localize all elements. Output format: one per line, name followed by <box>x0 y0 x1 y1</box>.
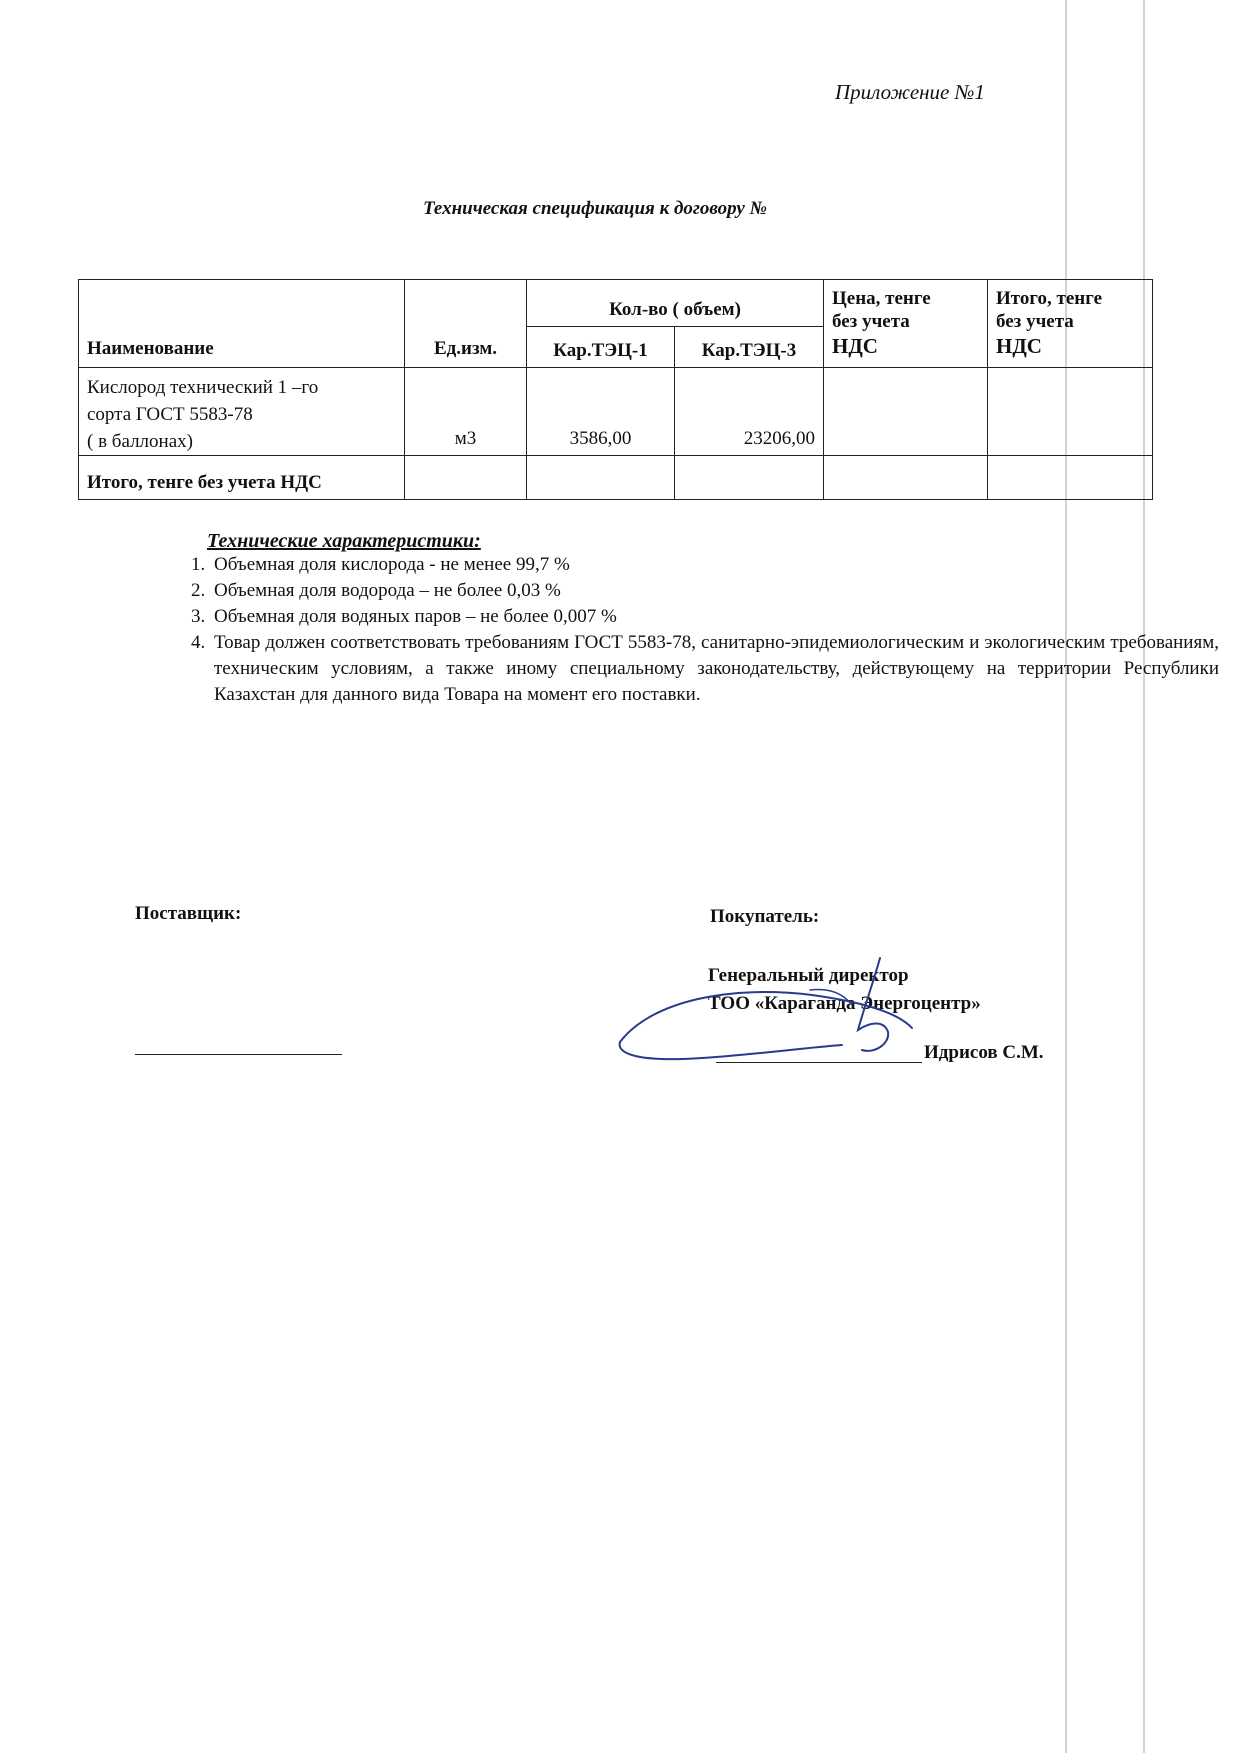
total-cell <box>988 456 1153 500</box>
document-title: Техническая спецификация к договору № <box>423 198 767 219</box>
header-total-line: без учета <box>996 310 1074 332</box>
item-qty-tec3: 23206,00 <box>675 368 824 456</box>
header-price-line: НДС <box>832 333 878 358</box>
total-cell <box>675 456 824 500</box>
header-unit: Ед.изм. <box>405 280 527 368</box>
header-total-line: НДС <box>996 333 1042 358</box>
header-tec1: Кар.ТЭЦ-1 <box>527 327 675 368</box>
supplier-signature-line <box>135 1054 342 1055</box>
signer-name: Идрисов С.М. <box>924 1042 1044 1063</box>
header-name: Наименование <box>79 280 405 368</box>
total-cell <box>527 456 675 500</box>
list-item: 2. Объемная доля водорода – не более 0,03 % <box>210 578 1219 604</box>
total-cell <box>824 456 988 500</box>
header-total <box>988 280 1153 368</box>
item-total <box>988 368 1153 456</box>
header-price <box>824 280 988 368</box>
buyer-label: Покупатель: <box>710 906 820 927</box>
appendix-label: Приложение №1 <box>835 80 985 104</box>
company-name: ТОО «Караганда Энергоцентр» <box>708 993 981 1014</box>
scan-artifact-line <box>1065 0 1067 1753</box>
item-unit: м3 <box>405 368 527 456</box>
characteristics-list <box>160 552 1219 708</box>
director-title: Генеральный директор <box>708 965 909 986</box>
header-qty-group: Кол-во ( объем) <box>527 280 824 327</box>
header-price-line: без учета <box>832 310 910 332</box>
handwritten-signature-icon <box>612 950 942 1075</box>
header-total-line: Итого, тенге <box>996 288 1103 309</box>
total-label: Итого, тенге без учета НДС <box>79 456 405 500</box>
item-qty-tec1: 3586,00 <box>527 368 675 456</box>
item-name <box>79 368 405 456</box>
scan-artifact-line <box>1143 0 1145 1753</box>
table-total-row <box>79 456 1153 500</box>
header-price-line: Цена, тенге <box>832 288 931 309</box>
item-price <box>824 368 988 456</box>
characteristics-title: Технические характеристики: <box>207 530 481 552</box>
item-name-line: сорта ГОСТ 5583-78 <box>87 404 253 425</box>
table-row <box>79 368 1153 456</box>
table-header-row <box>79 280 1153 327</box>
list-item: 1. Объемная доля кислорода - не менее 99,7 % <box>210 552 1219 578</box>
item-name-line: ( в баллонах) <box>87 431 193 452</box>
item-name-line: Кислород технический 1 –го <box>87 377 319 398</box>
header-tec3: Кар.ТЭЦ-3 <box>675 327 824 368</box>
supplier-label: Поставщик: <box>135 903 242 924</box>
total-cell <box>405 456 527 500</box>
spec-table <box>78 279 1153 500</box>
list-item: 4. Товар должен соответствовать требованиям ГОСТ 5583-78, санитарно-эпидемиологическим и экологическим требованиям, техническим условиям, а также иному специальному законодательству, действующему на территории Республики Казахстан для данного вида Товара на момент его поставки. <box>210 630 1219 708</box>
list-item: 3. Объемная доля водяных паров – не более 0,007 % <box>210 604 1219 630</box>
